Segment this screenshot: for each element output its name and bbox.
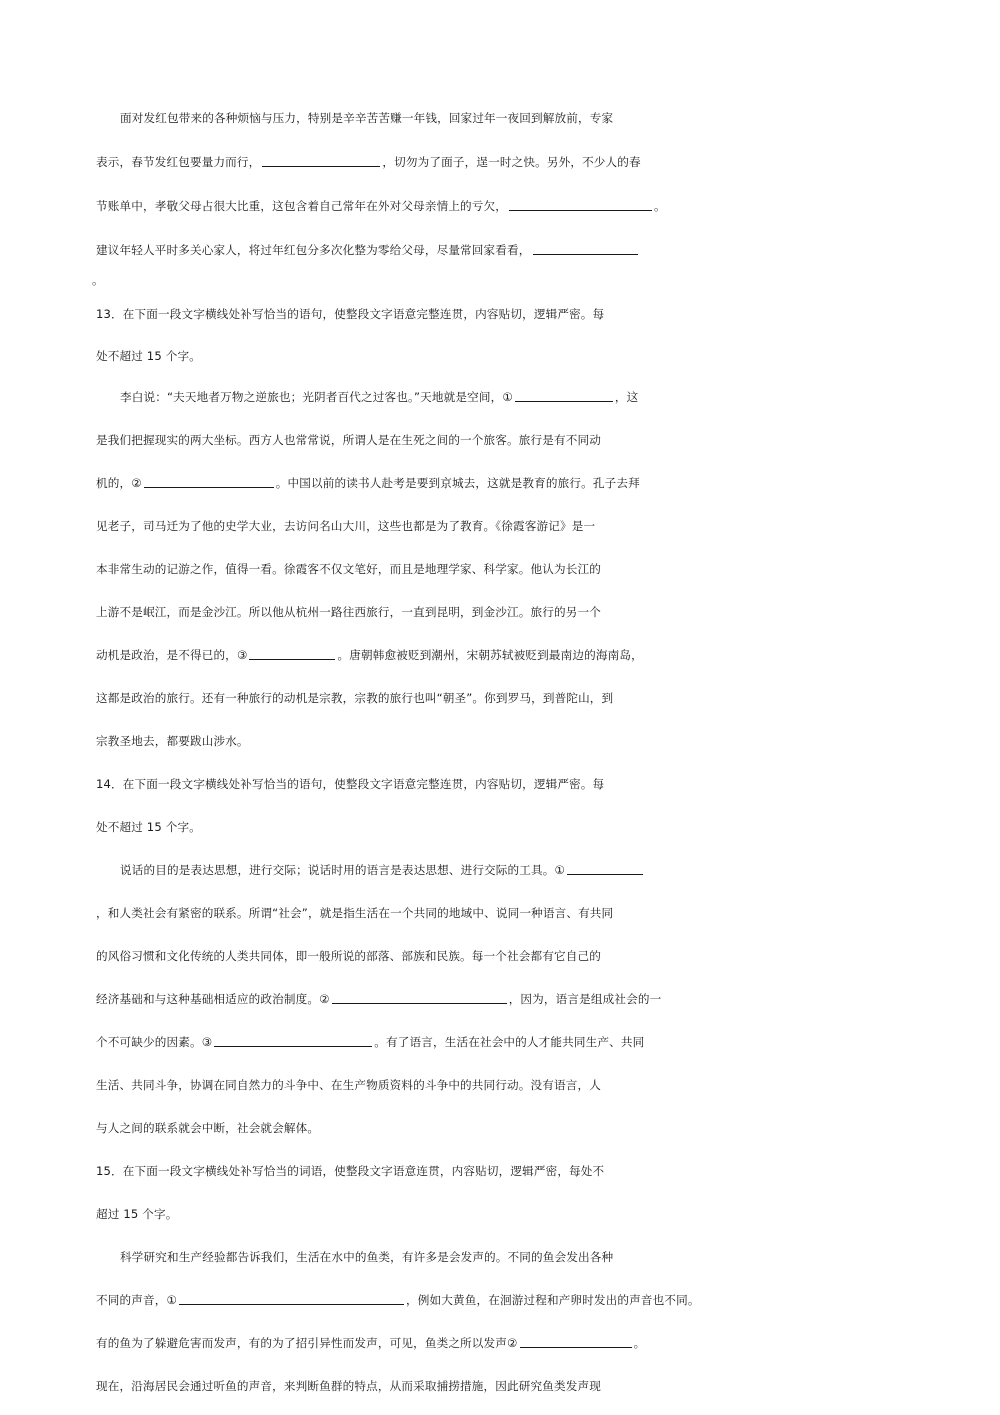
answer-blank <box>144 471 274 488</box>
q14-title-line-2: 处不超过 15 个字。 <box>96 820 201 834</box>
q14-line-4: 经济基础和与这种基础相适应的政治制度。② ，因为，语言是组成社会的一 <box>96 987 1000 1011</box>
p12-line-2: 表示，春节发红包要量力而行， ，切勿为了面子，逞一时之快。另外，不少人的春 <box>96 150 1000 174</box>
answer-blank <box>332 987 507 1004</box>
q13-line-2: 是我们把握现实的两大坐标。西方人也常常说，所谓人是在生死之间的一个旅客。旅行是有不同动 <box>96 433 601 447</box>
answer-blank <box>520 1331 632 1348</box>
answer-blank <box>214 1030 372 1047</box>
q15-line-2: 不同的声音，① ，例如大黄鱼，在洄游过程和产卵时发出的声音也不同。 <box>96 1288 1000 1312</box>
blank-number: ③ <box>236 648 248 662</box>
q14-title-line-1: 14．在下面一段文字横线处补写恰当的语句，使整段文字语意完整连贯，内容贴切，逻辑严密。每 <box>96 777 605 791</box>
answer-blank <box>533 238 638 255</box>
q13-line-4: 见老子，司马迁为了他的史学大业，去访问名山大川，这些也都是为了教育。《徐霞客游记》是一 <box>96 519 596 533</box>
p12-line-4: 建议年轻人平时多关心家人，将过年红包分多次化整为零给父母，尽量常回家看看， <box>96 238 1000 262</box>
p12-line-5: 。 <box>92 273 104 287</box>
answer-blank <box>509 194 652 211</box>
q13-line-7: 动机是政治，是不得已的，③ 。唐朝韩愈被贬到潮州，宋朝苏轼被贬到最南边的海南岛， <box>96 643 1000 667</box>
q14-line-1: 说话的目的是表达思想，进行交际；说话时用的语言是表达思想、进行交际的工具。① <box>120 858 1000 882</box>
answer-blank <box>249 643 335 660</box>
q15-line-4: 现在，沿海居民会通过听鱼的声音，来判断鱼群的特点，从而采取捕捞措施，因此研究鱼类发声现 <box>96 1379 601 1393</box>
q13-line-6: 上游不是岷江，而是金沙江。所以他从杭州一路往西旅行，一直到昆明，到金沙江。旅行的另一个 <box>96 605 601 619</box>
blank-number: ① <box>554 863 566 877</box>
q14-line-7: 与人之间的联系就会中断，社会就会解体。 <box>96 1121 320 1135</box>
q14-line-3: 的风俗习惯和文化传统的人类共同体，即一般所说的部落、部族和民族。每一个社会都有它自己的 <box>96 949 601 963</box>
answer-blank <box>262 150 380 167</box>
answer-blank <box>179 1288 404 1305</box>
q13-line-5: 本非常生动的记游之作，值得一看。徐霞客不仅文笔好，而且是地理学家、科学家。他认为长江的 <box>96 562 601 576</box>
q13-line-9: 宗教圣地去，都要跋山涉水。 <box>96 734 249 748</box>
q13-title-line-1: 13．在下面一段文字横线处补写恰当的语句，使整段文字语意完整连贯，内容贴切，逻辑严密。每 <box>96 307 605 321</box>
q13-line-8: 这都是政治的旅行。还有一种旅行的动机是宗教，宗教的旅行也叫“朝圣”。你到罗马，到普陀山，到 <box>96 691 614 705</box>
blank-number: ② <box>507 1336 518 1350</box>
q15-line-1: 科学研究和生产经验都告诉我们，生活在水中的鱼类，有许多是会发声的。不同的鱼会发出各种 <box>120 1250 614 1264</box>
q15-line-3: 有的鱼为了躲避危害而发声，有的为了招引异性而发声，可见，鱼类之所以发声② 。 <box>96 1331 1000 1355</box>
q14-line-6: 生活、共同斗争，协调在同自然力的斗争中、在生产物质资料的斗争中的共同行动。没有语言，人 <box>96 1078 601 1092</box>
blank-number: ② <box>319 992 330 1006</box>
q15-title-line-2: 超过 15 个字。 <box>96 1207 178 1221</box>
p12-line-3: 节账单中，孝敬父母占很大比重，这包含着自己常年在外对父母亲情上的亏欠， 。 <box>96 194 1000 218</box>
answer-blank <box>567 858 643 875</box>
q14-line-5: 个不可缺少的因素。③ 。有了语言，生活在社会中的人才能共同生产、共同 <box>96 1030 1000 1054</box>
blank-number: ② <box>131 476 142 490</box>
q15-title-line-1: 15．在下面一段文字横线处补写恰当的词语，使整段文字语意连贯，内容贴切，逻辑严密，每处不 <box>96 1164 605 1178</box>
blank-number: ③ <box>201 1035 213 1049</box>
q13-line-1: 李白说：“夫天地者万物之逆旅也；光阴者百代之过客也。”天地就是空间，① ，这 <box>120 385 1000 409</box>
answer-blank <box>515 385 613 402</box>
p12-line-1: 面对发红包带来的各种烦恼与压力，特别是辛辛苦苦赚一年钱，回家过年一夜回到解放前，专家 <box>120 111 614 125</box>
q13-title-line-2: 处不超过 15 个字。 <box>96 349 201 363</box>
blank-number: ① <box>166 1293 178 1307</box>
q13-line-3: 机的，② 。中国以前的读书人赴考是要到京城去，这就是教育的旅行。孔子去拜 <box>96 471 1000 495</box>
q14-line-2: ，和人类社会有紧密的联系。所谓“社会”，就是指生活在一个共同的地域中、说同一种语言、有共同 <box>96 906 614 920</box>
blank-number: ① <box>502 390 513 404</box>
